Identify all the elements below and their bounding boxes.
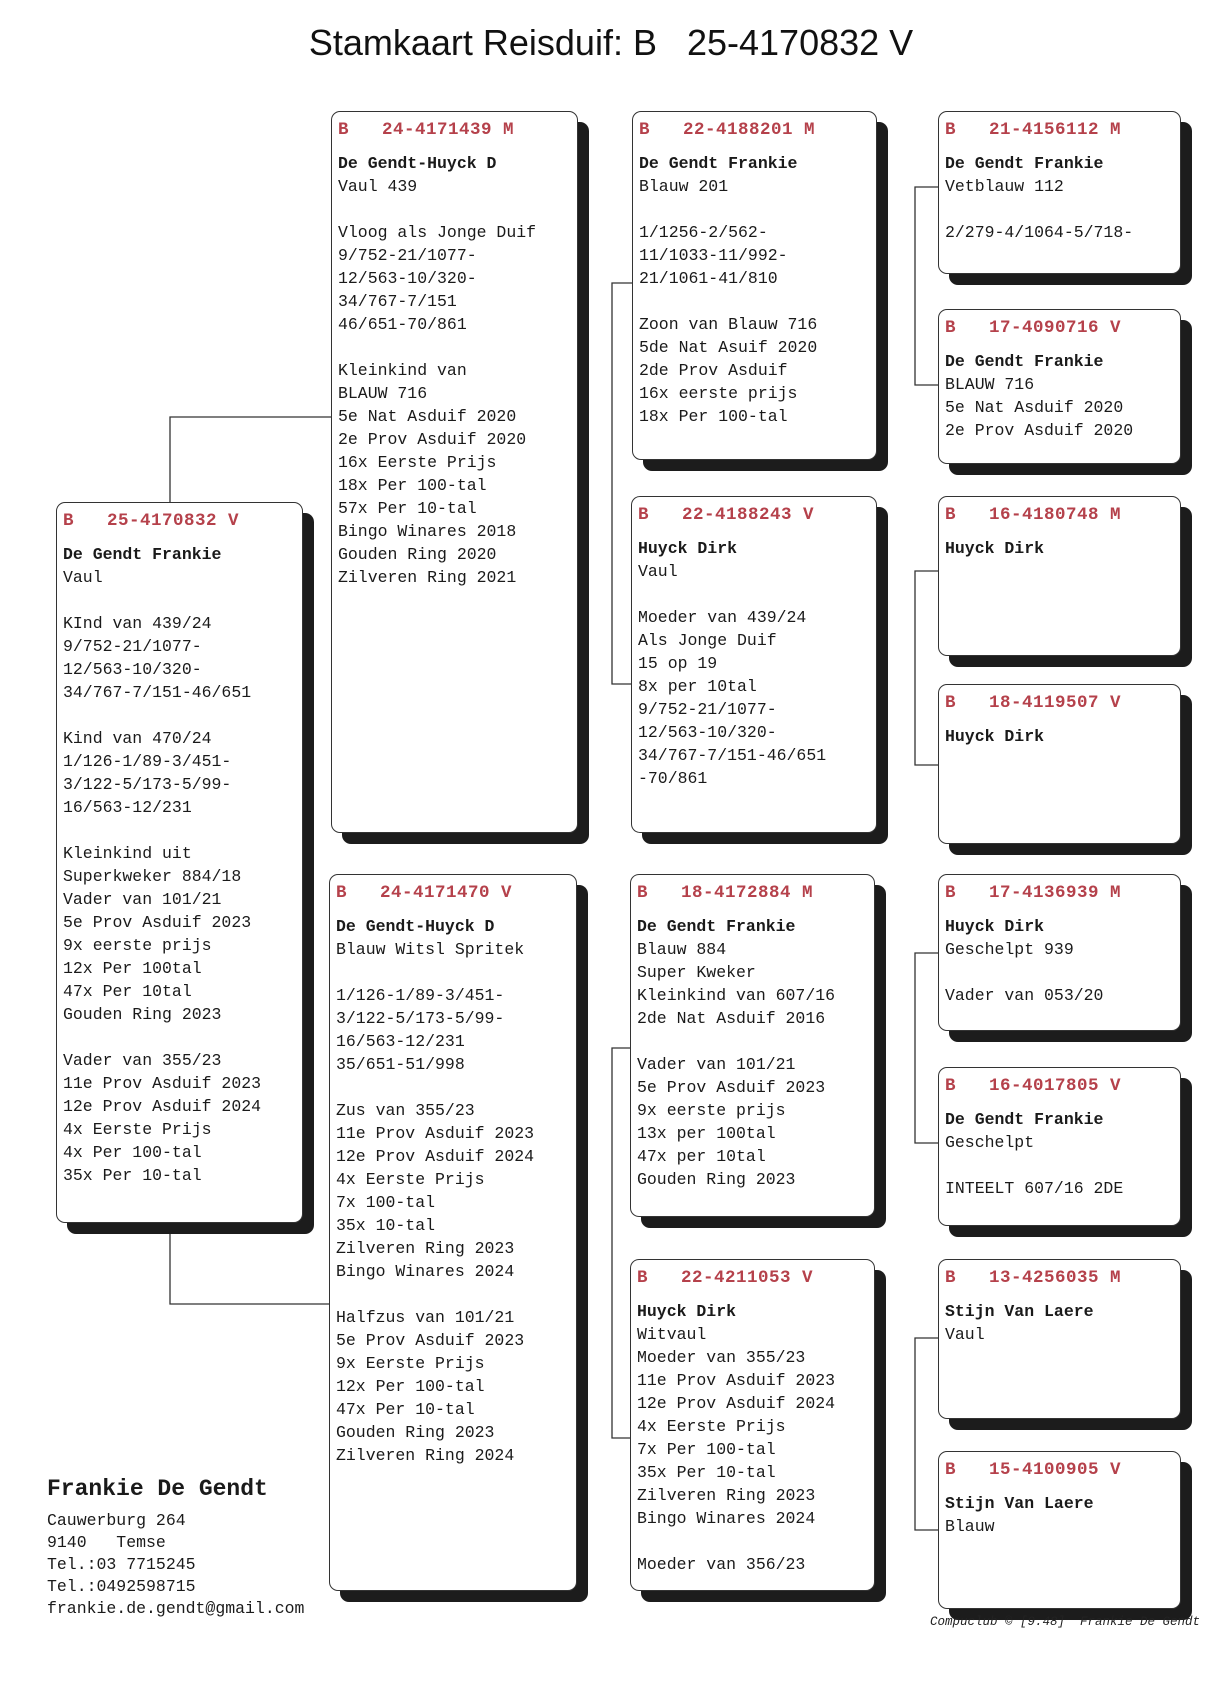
card-detail-line: 18x Per 100-tal [338,476,487,495]
card-detail-line [63,704,302,727]
ring-number: B 18-4119507 V [945,693,1122,713]
ring-number: B 17-4090716 V [945,318,1122,338]
card-detail-line: 9x eerste prijs [637,1101,786,1120]
card-detail-line: Kleinkind uit [63,844,192,863]
card-detail-line: 1/126-1/89-3/451- [63,752,232,771]
card-detail-line: Moeder van 439/24 [638,608,807,627]
breeder-name: Stijn Van Laere [945,1494,1094,1513]
card-detail-line: Blauw [945,1517,995,1536]
card-detail-line: 12/563-10/320- [638,723,777,742]
breeder-name: Huyck Dirk [638,539,738,558]
card-detail-line: Witvaul [637,1325,707,1344]
card-detail-line: Zilveren Ring 2023 [336,1239,515,1258]
card-detail-line: Vetblauw 112 [945,177,1064,196]
card-detail-line: 35x Per 10-tal [63,1166,202,1185]
card-detail-line: BLAUW 716 [945,375,1035,394]
software-footer: Compuclub © [9.48] Frankie De Gendt [929,1615,1200,1629]
breeder-name: De Gendt Frankie [639,154,798,173]
card-detail-line: 9/752-21/1077- [63,637,202,656]
card-detail-line: Blauw 201 [639,177,729,196]
card-detail-line: Vaul [63,568,103,587]
card-details [336,938,576,1467]
card-detail-line: 34/767-7/151-46/651 [63,683,252,702]
card-detail-line: 5e Prov Asduif 2023 [336,1331,525,1350]
card-detail-line: BLAUW 716 [338,384,428,403]
breeder-name: Huyck Dirk [637,1302,737,1321]
card-detail-line: 9/752-21/1077- [638,700,777,719]
card-detail-line: 2e Prov Asduif 2020 [945,421,1134,440]
card-detail-line: INTEELT 607/16 2DE [945,1179,1124,1198]
card-detail-line: Kleinkind van [338,361,467,380]
card-detail-line: Halfzus van 101/21 [336,1308,515,1327]
card-detail-line [638,583,876,606]
card-detail-line: Kind van 470/24 [63,729,212,748]
pigeon-card-fmm [938,684,1181,844]
card-detail-line: 47x Per 10tal [63,982,192,1001]
card-detail-line: Superkweker 884/18 [63,867,242,886]
card-detail-line: 11e Prov Asduif 2023 [336,1124,535,1143]
card-details [945,1515,1180,1538]
card-detail-line: Zus van 355/23 [336,1101,475,1120]
card-details [945,1131,1180,1200]
ring-number: B 22-4211053 V [637,1268,814,1288]
pigeon-card-mff [938,874,1181,1031]
card-detail-line: 11e Prov Asduif 2023 [637,1371,836,1390]
card-detail-line: Bingo Winares 2024 [637,1509,816,1528]
card-detail-line: 12x Per 100tal [63,959,202,978]
card-detail-line [336,1076,576,1099]
card-details [637,938,874,1191]
card-detail-line: 35x Per 10-tal [637,1463,776,1482]
breeder-name: De Gendt-Huyck D [336,917,495,936]
card-detail-line: Blauw 884 [637,940,727,959]
card-detail-line: Zilveren Ring 2023 [637,1486,816,1505]
card-detail-line: 46/651-70/861 [338,315,467,334]
card-detail-line: Zoon van Blauw 716 [639,315,818,334]
card-detail-line: 16x eerste prijs [639,384,798,403]
card-detail-line: 13x per 100tal [637,1124,776,1143]
ring-number: B 25-4170832 V [63,511,240,531]
card-detail-line: 2e Prov Asduif 2020 [338,430,527,449]
ring-number: B 16-4017805 V [945,1076,1122,1096]
card-detail-line: 2de Nat Asduif 2016 [637,1009,826,1028]
breeder-name: De Gendt-Huyck D [338,154,497,173]
breeder-name: De Gendt Frankie [945,352,1104,371]
card-detail-line: Als Jonge Duif [638,631,777,650]
ring-number: B 13-4256035 M [945,1268,1122,1288]
card-detail-line: 21/1061-41/810 [639,269,778,288]
card-detail-line: 12x Per 100-tal [336,1377,485,1396]
card-detail-line: 11e Prov Asduif 2023 [63,1074,262,1093]
card-detail-line: 11/1033-11/992- [639,246,788,265]
card-detail-line: Vader van 101/21 [63,890,222,909]
ring-number: B 18-4172884 M [637,883,814,903]
card-detail-line [63,1026,302,1049]
card-detail-line: Vader van 053/20 [945,986,1104,1005]
card-details [945,373,1180,442]
owner-address: Cauwerburg 264 [47,1511,186,1530]
pigeon-card-fff [938,111,1181,274]
card-detail-line [63,589,302,612]
card-detail-line: 4x Eerste Prijs [63,1120,212,1139]
card-detail-line: Geschelpt 939 [945,940,1074,959]
pigeon-card-mother-mother [630,1259,875,1591]
owner-contact-block [47,1476,304,1620]
owner-name: Frankie De Gendt [47,1476,268,1502]
pigeon-card-mmf [938,1259,1181,1419]
card-detail-line: Bingo Winares 2018 [338,522,517,541]
pigeon-card-fmf [938,496,1181,656]
card-details [338,175,577,589]
card-detail-line: Gouden Ring 2023 [63,1005,222,1024]
card-detail-line: 5e Nat Asduif 2020 [945,398,1124,417]
card-detail-line: 47x Per 10-tal [336,1400,475,1419]
card-detail-line: 16/563-12/231 [336,1032,465,1051]
card-detail-line [63,819,302,842]
ring-number: B 15-4100905 V [945,1460,1122,1480]
card-detail-line [637,1030,874,1053]
card-detail-line: 47x per 10tal [637,1147,766,1166]
card-detail-line: 4x Per 100-tal [63,1143,202,1162]
breeder-name: De Gendt Frankie [945,1110,1104,1129]
card-detail-line: Vaul [945,1325,985,1344]
ring-number: B 16-4180748 M [945,505,1122,525]
card-detail-line: 9x Eerste Prijs [336,1354,485,1373]
card-detail-line: 1/1256-2/562- [639,223,768,242]
ring-number: B 21-4156112 M [945,120,1122,140]
pigeon-card-father-father [632,111,877,460]
card-detail-line: Kleinkind van 607/16 [637,986,836,1005]
pigeon-card-ffm [938,309,1181,464]
card-detail-line: Zilveren Ring 2024 [336,1446,515,1465]
card-detail-line: Vaul [638,562,678,581]
card-detail-line: KInd van 439/24 [63,614,212,633]
card-detail-line: 7x Per 100-tal [637,1440,776,1459]
owner-mobile: Tel.:0492598715 [47,1577,196,1596]
card-detail-line: 12e Prov Asduif 2024 [637,1394,836,1413]
breeder-name: De Gendt Frankie [945,154,1104,173]
ring-number: B 22-4188201 M [639,120,816,140]
card-detail-line: 8x per 10tal [638,677,757,696]
ring-number: B 24-4171439 M [338,120,515,140]
card-details [945,938,1180,1007]
owner-phone: Tel.:03 7715245 [47,1555,196,1574]
card-detail-line: 5e Prov Asduif 2023 [63,913,252,932]
card-detail-line: 35/651-51/998 [336,1055,465,1074]
card-detail-line [336,1283,576,1306]
card-detail-line: 2/279-4/1064-5/718- [945,223,1134,242]
card-detail-line: 7x 100-tal [336,1193,436,1212]
card-detail-line [338,198,577,221]
owner-city: 9140 Temse [47,1533,166,1552]
card-detail-line: 9/752-21/1077- [338,246,477,265]
card-details [945,1323,1180,1346]
breeder-name: De Gendt Frankie [63,545,222,564]
card-detail-line: Moeder van 356/23 [637,1555,806,1574]
card-detail-line: 34/767-7/151 [338,292,457,311]
pigeon-card-mother-father [630,874,875,1217]
pigeon-card-mother [329,874,577,1591]
card-detail-line: 16/563-12/231 [63,798,192,817]
card-detail-line: 35x 10-tal [336,1216,436,1235]
card-detail-line [338,336,577,359]
card-details [637,1323,874,1576]
card-detail-line: 4x Eerste Prijs [637,1417,786,1436]
breeder-name: Stijn Van Laere [945,1302,1094,1321]
card-detail-line: Super Kweker [637,963,756,982]
card-detail-line: 34/767-7/151-46/651 [638,746,827,765]
card-detail-line: 15 op 19 [638,654,718,673]
card-detail-line: 5e Nat Asduif 2020 [338,407,517,426]
card-detail-line: Gouden Ring 2023 [637,1170,796,1189]
card-detail-line: -70/861 [638,769,708,788]
card-details [63,566,302,1187]
ring-number: B 17-4136939 M [945,883,1122,903]
breeder-name: De Gendt Frankie [637,917,796,936]
card-detail-line: 5e Prov Asduif 2023 [637,1078,826,1097]
card-detail-line: 3/122-5/173-5/99- [336,1009,505,1028]
card-detail-line [336,961,576,984]
card-detail-line: 5de Nat Asuif 2020 [639,338,818,357]
breeder-name: Huyck Dirk [945,727,1045,746]
page-title: Stamkaart Reisduif: B 25-4170832 V [308,22,914,63]
card-detail-line: 16x Eerste Prijs [338,453,497,472]
card-detail-line: 1/126-1/89-3/451- [336,986,505,1005]
ring-number: B 24-4171470 V [336,883,513,903]
breeder-name: Huyck Dirk [945,917,1045,936]
card-detail-line: Gouden Ring 2020 [338,545,497,564]
card-detail-line: 12/563-10/320- [338,269,477,288]
card-detail-line: Bingo Winares 2024 [336,1262,515,1281]
card-detail-line: Zilveren Ring 2021 [338,568,517,587]
card-detail-line [945,1154,1180,1177]
card-detail-line: 3/122-5/173-5/99- [63,775,232,794]
card-details [639,175,876,428]
card-detail-line: 12e Prov Asduif 2024 [63,1097,262,1116]
card-detail-line: 18x Per 100-tal [639,407,788,426]
card-detail-line: 57x Per 10-tal [338,499,477,518]
card-detail-line: Moeder van 355/23 [637,1348,806,1367]
card-details [638,560,876,790]
card-detail-line [637,1530,874,1553]
pigeon-card-subject [56,502,303,1223]
pigeon-card-father-mother [631,496,877,833]
card-detail-line [639,290,876,313]
card-detail-line: Vader van 355/23 [63,1051,222,1070]
owner-email: frankie.de.gendt@gmail.com [47,1599,305,1618]
card-detail-line: 12e Prov Asduif 2024 [336,1147,535,1166]
card-detail-line [945,198,1180,221]
card-detail-line [945,961,1180,984]
card-detail-line: Vloog als Jonge Duif [338,223,537,242]
card-detail-line [639,198,876,221]
card-detail-line: 4x Eerste Prijs [336,1170,485,1189]
card-detail-line: 2de Prov Asduif [639,361,788,380]
card-detail-line: 12/563-10/320- [63,660,202,679]
ring-number: B 22-4188243 V [638,505,815,525]
card-detail-line: Gouden Ring 2023 [336,1423,495,1442]
pigeon-card-mmm [938,1451,1181,1609]
card-detail-line: Geschelpt [945,1133,1035,1152]
pigeon-card-father [331,111,578,833]
card-detail-line: Vaul 439 [338,177,418,196]
card-detail-line: Vader van 101/21 [637,1055,796,1074]
breeder-name: Huyck Dirk [945,539,1045,558]
card-detail-line: Blauw Witsl Spritek [336,940,525,959]
pigeon-card-mfm [938,1067,1181,1226]
card-details [945,175,1180,244]
card-detail-line: 9x eerste prijs [63,936,212,955]
